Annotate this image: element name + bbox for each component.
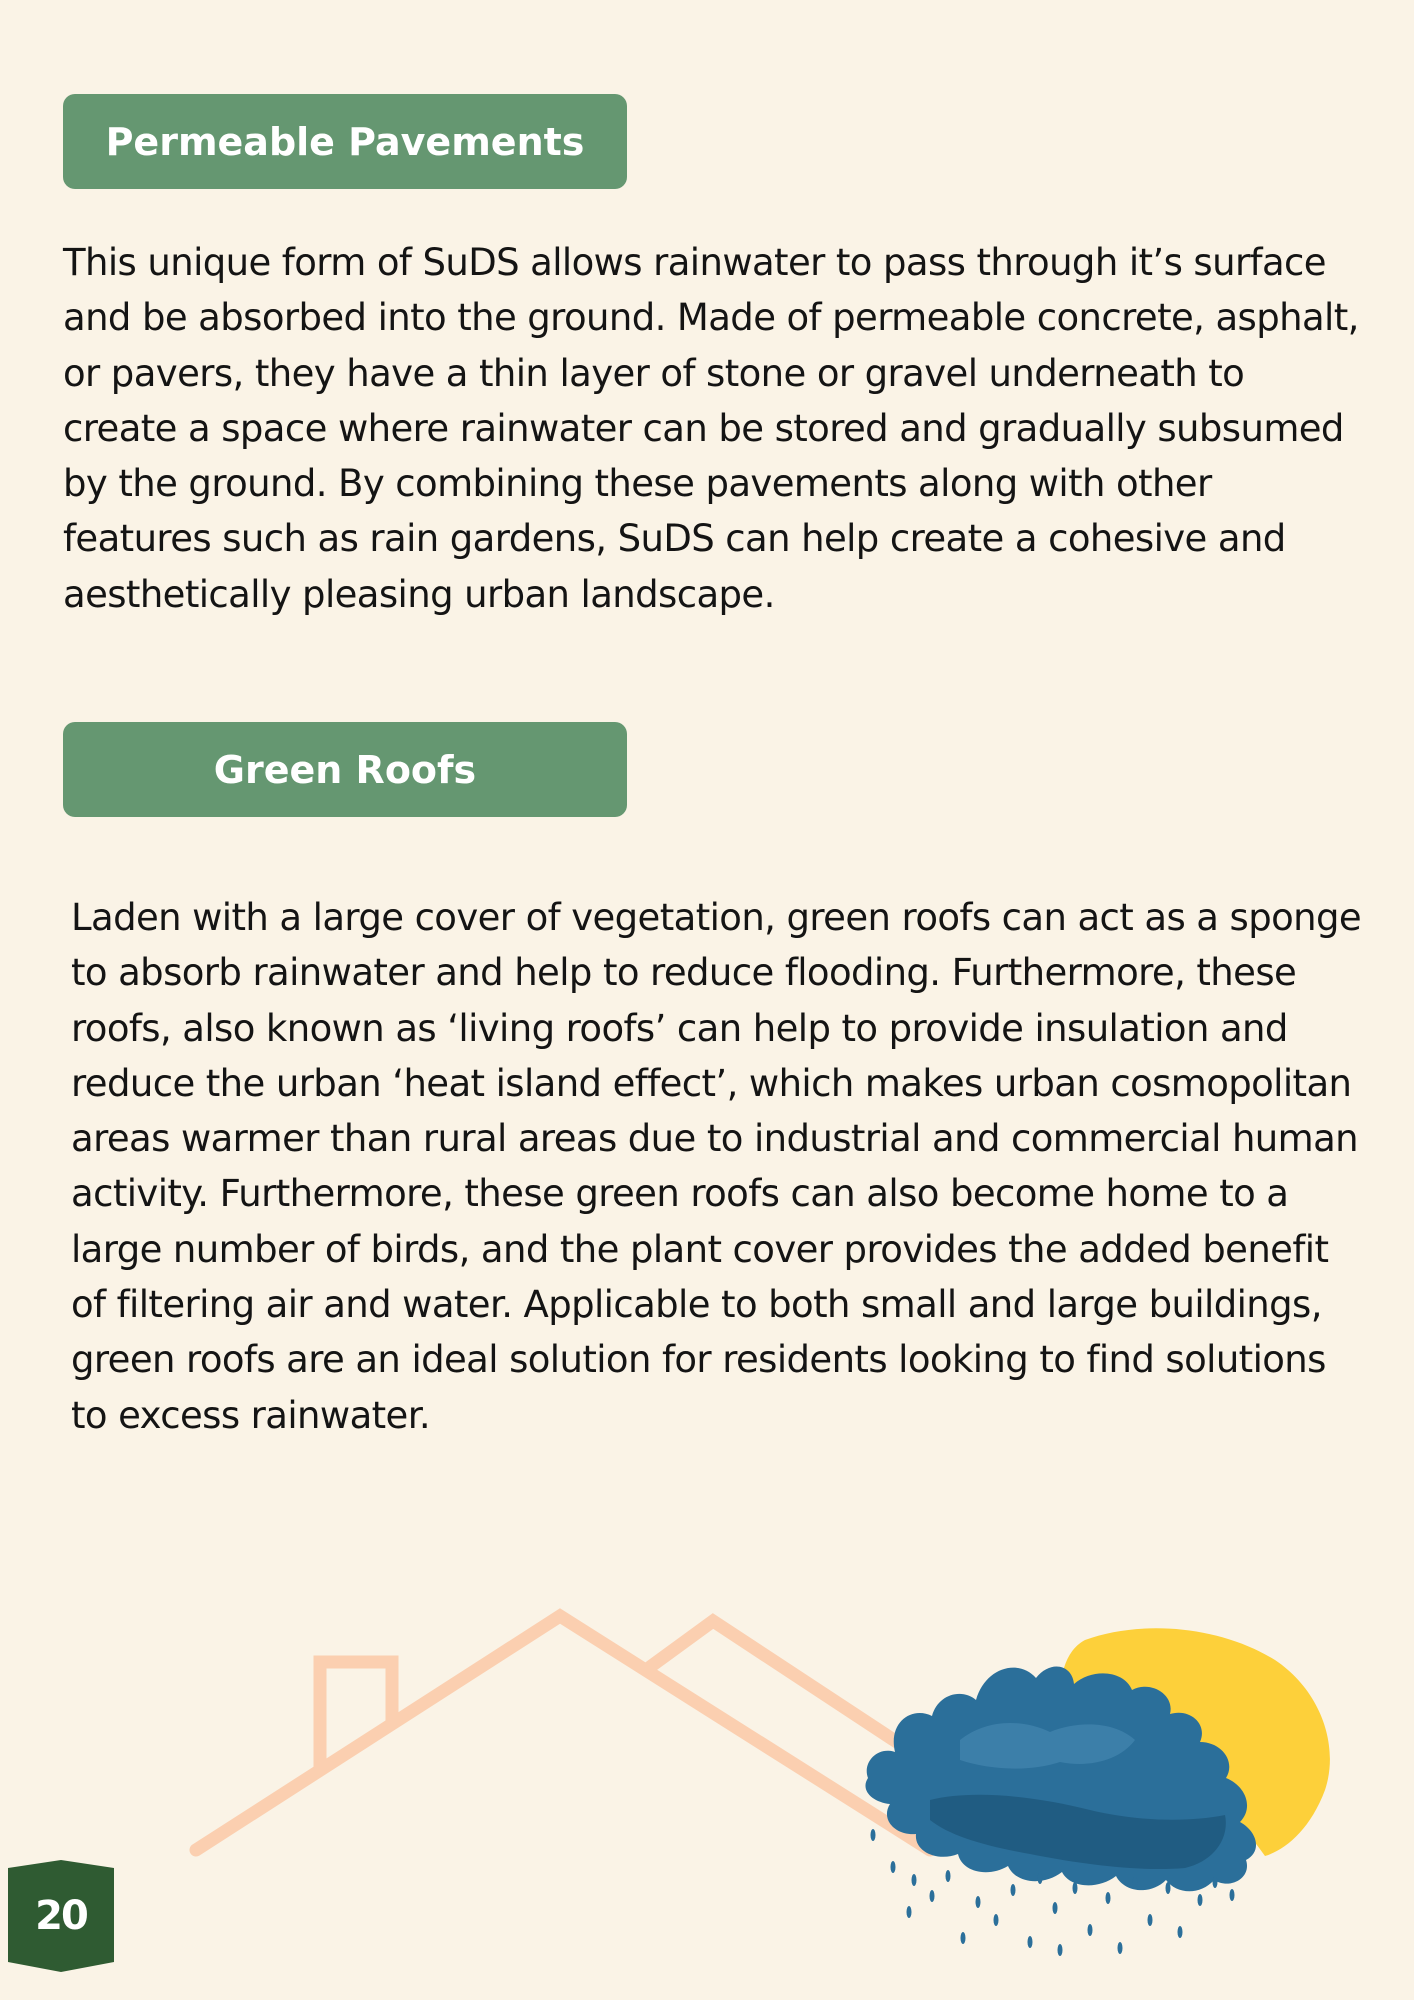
section-body-permeable-pavements: This unique form of SuDS allows rainwater to pass through it’s surface and be absorbed into the ground. Made of permeable concrete, asphalt, or pavers, they have a thin layer of stone or gravel underneath to create a space where rainwater can be stored and gradually subsumed by the ground. By combining these pavements along with other features such as rain gardens, SuDS can help create a cohesive and aesthetically pleasing urban landscape. (63, 241, 1359, 616)
section-heading-green-roofs (63, 722, 627, 817)
section-heading-label: Permeable Pavements (105, 119, 585, 164)
weather-illustration (0, 1560, 1414, 2000)
page-number: 20 (35, 1893, 87, 1939)
section-heading-permeable-pavements (63, 94, 627, 189)
page-number-badge (8, 1860, 114, 1972)
house-roof-outline-icon (196, 1616, 1000, 1850)
section-heading-label: Green Roofs (213, 747, 477, 792)
section-body-green-roofs: Laden with a large cover of vegetation, green roofs can act as a sponge to absorb rainwater and help to reduce flooding. Furthermore, these roofs, also known as ‘living roofs’ can help to provide insulation and reduce the urban ‘heat island effect’, which makes urban cosmopolitan areas warmer than rural areas due to industrial and commercial human activity. Furthermore, these green roofs can also become home to a large number of birds, and the plant cover provides the added benefit of filtering air and water. Applicable to both small and large buildings, green roofs are an ideal solution for residents looking to find solutions to excess rainwater. (71, 896, 1362, 1437)
